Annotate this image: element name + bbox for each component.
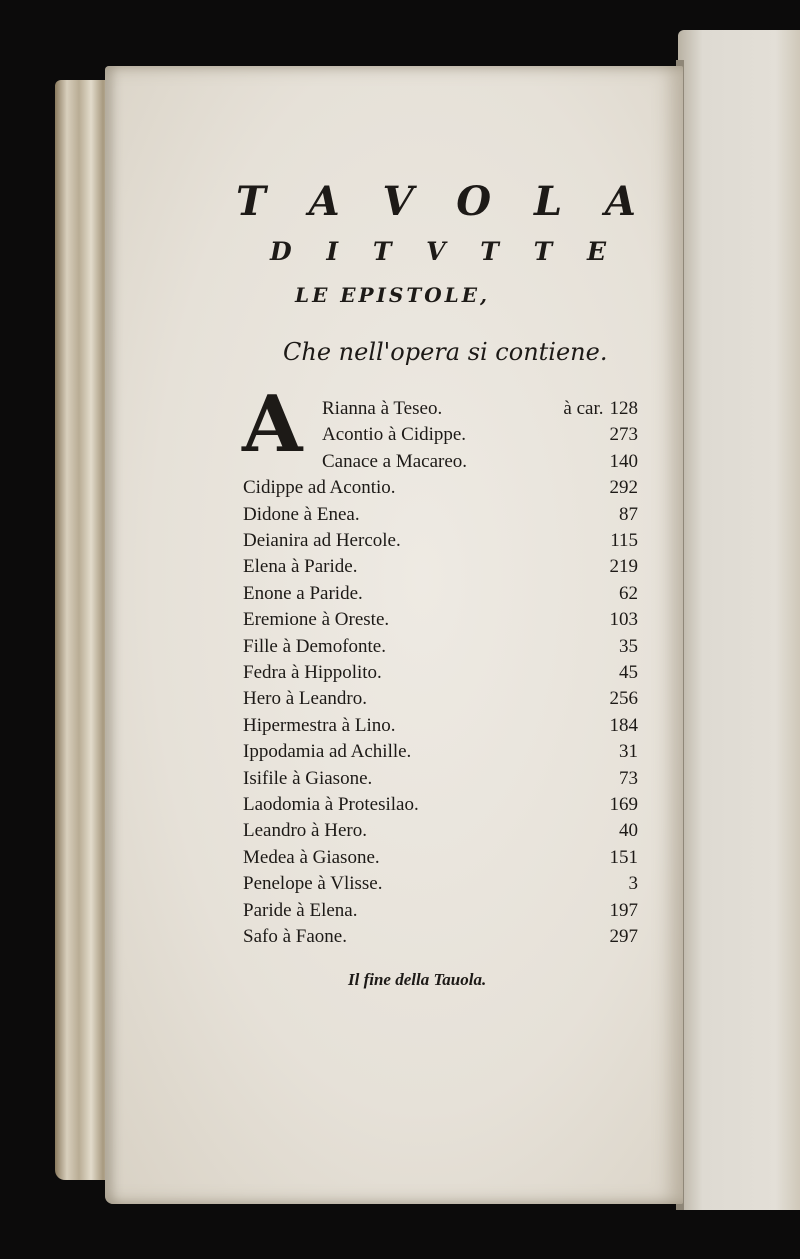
title-letter: V [426,237,446,266]
toc-entry [243,715,638,741]
entry-title: Eremione à Oreste. [243,609,390,631]
toc-entry [243,556,638,582]
entry-page: 256 [609,688,638,710]
entry-page: 219 [609,556,638,578]
toc-entry [243,847,638,873]
entry-page: 140 [609,450,638,472]
toc-entry [243,926,638,952]
toc-entry [243,530,638,556]
toc-entry [243,583,638,609]
title-letter: A [604,178,636,225]
entry-page: 73 [619,767,638,789]
title-le-epistole: LE EPISTOLE, [295,283,490,307]
entry-page: 297 [609,926,638,947]
toc-entry [243,768,638,794]
entry-page: 35 [619,635,638,657]
entry-title: Enone a Paride. [243,582,363,604]
entry-page: 273 [609,424,638,446]
subtitle: Che nell'opera si contiene. [283,338,608,366]
toc-entry [243,873,638,899]
entry-title: Fedra à Hippolito. [243,662,382,683]
toc-entry [322,398,638,424]
entry-title: Fille à Demofonte. [243,635,386,657]
title-letter: T [533,237,553,266]
title-letter: L [533,178,563,225]
entry-title: Hero à Leandro. [243,688,367,710]
entry-page: 292 [609,477,638,499]
toc-entry [243,741,638,767]
entry-page: 62 [619,582,638,604]
toc-entry [243,688,638,714]
toc-entry [322,424,638,450]
toc-entry [243,662,638,688]
entry-title: Elena à Paride. [243,556,358,578]
title-letter: T [372,237,392,266]
entry-title: Didone à Enea. [243,503,360,525]
title-letter: O [456,178,492,225]
entry-title: Deianira ad Hercole. [243,530,401,551]
closing-line: Il fine della Tauola. [348,970,487,989]
toc-entry [243,609,638,635]
toc-entry [243,794,638,820]
entry-title: Cidippe ad Acontio. [243,477,396,499]
entry-title: Canace a Macareo. [322,450,468,472]
facing-page [678,30,800,1210]
title-letter: T [480,237,499,266]
entry-page: 31 [619,741,638,763]
entry-title: Paride à Elena. [243,899,358,921]
entry-title: Rianna à Teseo. [322,398,443,419]
car-label: à car. [563,398,604,419]
entry-title: Acontio à Cidippe. [322,424,467,446]
toc-entry [243,477,638,503]
entry-title: Hipermestra à Lino. [243,714,396,736]
entry-title: Leandro à Hero. [243,820,367,842]
title-letter: A [308,178,340,225]
toc-entry [243,900,638,926]
entry-title: Isifile à Giasone. [243,767,373,789]
title-letter: I [326,237,339,266]
entry-page: 169 [609,794,638,815]
entry-page: 87 [619,503,638,525]
entry-page: 184 [609,714,638,736]
title-di-tutte [270,237,606,266]
entry-page: 151 [609,846,638,868]
title-letter: D [270,237,292,266]
title-letter: V [382,178,414,225]
title-tavola [236,178,636,225]
entry-title: Safo à Faone. [243,926,347,947]
title-letter: E [586,237,606,266]
entry-page: 115 [610,530,638,551]
toc-entry [322,451,638,477]
entry-title: Ippodamia ad Achille. [243,741,412,763]
entry-page: 45 [619,662,638,683]
toc-entry [243,636,638,662]
entry-page: 103 [609,609,638,631]
entry-title: Laodomia à Protesilao. [243,794,419,815]
entry-page: 3 [628,873,638,895]
entry-page: 197 [609,899,638,921]
toc-entry [243,504,638,530]
drop-cap: A [242,379,303,470]
entry-title: Penelope à Vlisse. [243,873,383,895]
toc-entry [243,820,638,846]
entry-title: Medea à Giasone. [243,846,380,868]
title-letter: T [236,178,266,225]
entry-page: 128 [609,398,638,419]
entry-page: 40 [619,820,638,842]
